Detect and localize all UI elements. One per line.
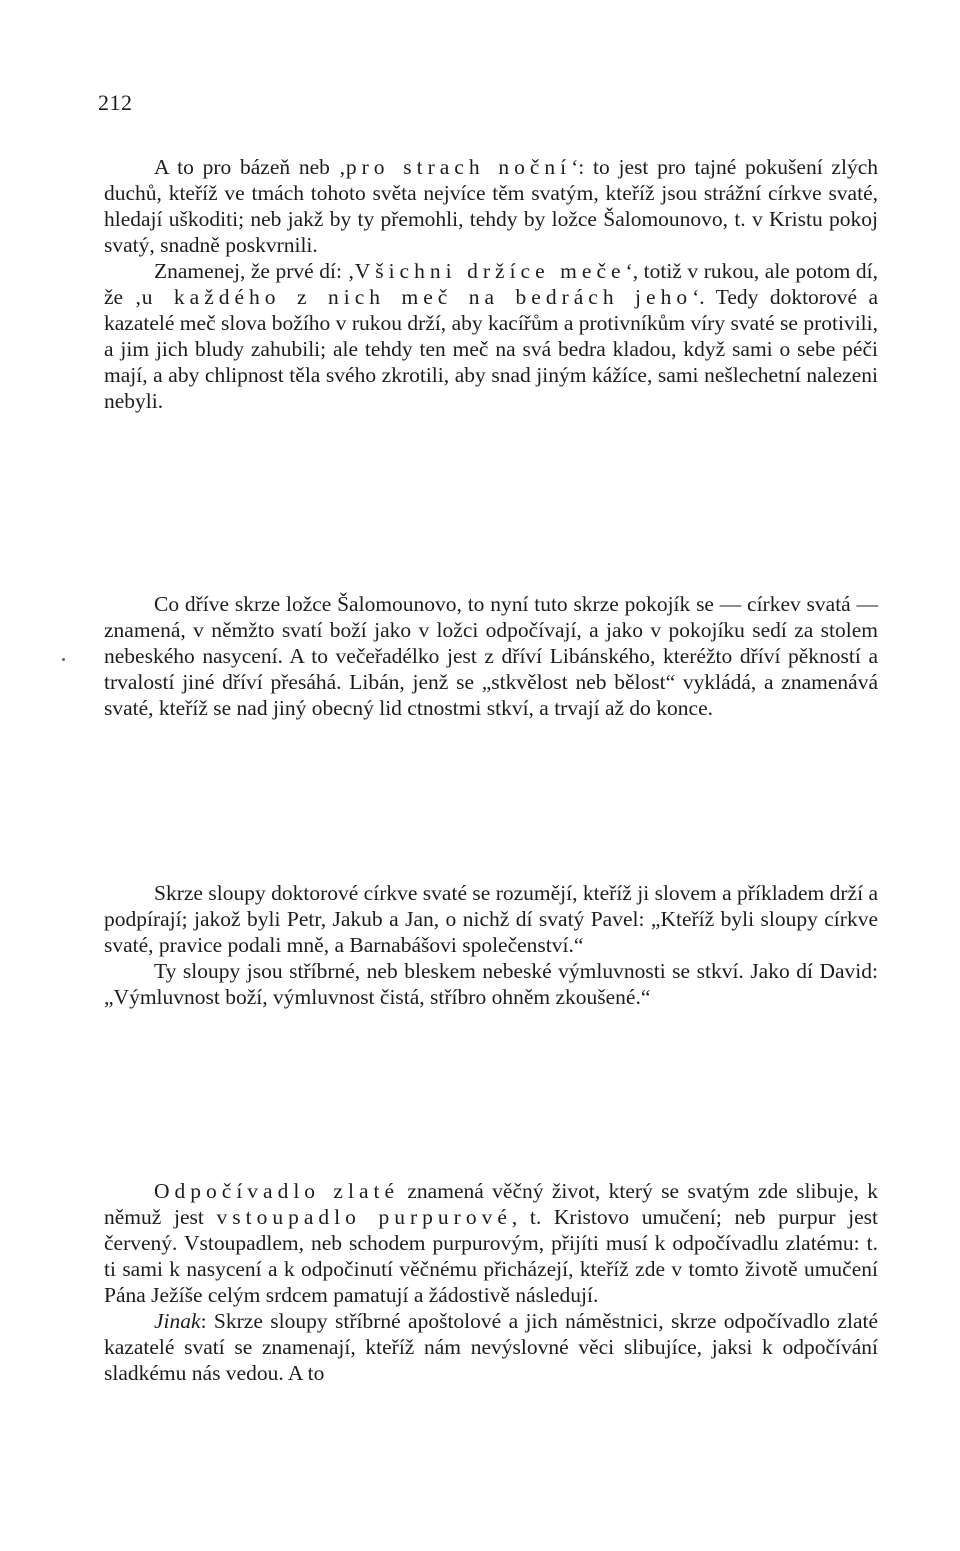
emphasized-text: u každého z nich meč na bedrách jeho <box>141 285 693 309</box>
paragraph <box>104 1178 878 1308</box>
text-run: Znamenej, že prvé dí: ‚ <box>154 259 355 283</box>
text-run: ‘. Tedy doktorové a kazatelé meč slova božího v rukou drží, aby kacířům a protivníkům víry svaté se protivili, a jim jich bludy zahubili; ale tehdy ten meč na svá bedra kladou, když sami o sebe péči mají, a aby chlipnost těla svého zkrotili, aby snad jiným kážíce, sami nešlechetní nalezeni nebyli. <box>104 285 879 413</box>
emphasized-text: Odpočívadlo zlaté <box>154 1179 400 1203</box>
paragraph <box>104 154 878 258</box>
print-speck <box>62 658 65 661</box>
text-run: ‘, totiž v rukou, ale potom dí, že ‚ <box>104 259 878 309</box>
text-run: Skrze sloupy doktorové církve svaté se rozumějí, kteříž ji slovem a příkladem drží a podpírají; jakož byli Petr, Jakub a Jan, o nichž dí svatý Pavel: „Kteříž byli sloupy církve svaté, pravice podali mně, a Barnabášovi společenství.“ <box>104 881 878 957</box>
text-run: Ty sloupy jsou stříbrné, neb bleskem nebeské výmluvnosti se stkví. Jako dí David: „Výmluvnost boží, výmluvnost čistá, stříbro ohněm zkoušené.“ <box>104 959 878 1009</box>
text-run: ‘: to jest pro tajné pokušení zlých duchů, kteříž ve tmách tohoto světa nejvíce těm svatým, kteříž jsou strážní církve svaté, hledají uškoditi; neb jakž by ty přemohli, tehdy by ložce Šalomounovo, t. v Kristu pokoj svatý, snadně poskvrnili. <box>104 155 878 257</box>
text-run: A to pro bázeň neb ‚ <box>154 155 346 179</box>
text-run: Co dříve skrze ložce Šalomounovo, to nyní tuto skrze pokojík se — církev svatá — znamená, v němžto svatí boží jako v ložci odpočívají, a jako v pokojíku sedí za stolem nebeského nasycení. A to večeřadélko jest z dříví Libánského, kteréžto dříví pěkností a trvalostí jiné dříví přesáhá. Libán, jenž se „stkvělost neb bělost“ vykládá, a znamenává svaté, kteříž se nad jiný obecný lid ctnostmi stkví, a trvají až do konce. <box>104 592 878 720</box>
paragraph <box>104 958 878 1010</box>
paragraph <box>104 591 878 721</box>
paragraph <box>104 258 878 414</box>
text-run: : Skrze sloupy stříbrné apoštolové a jich náměstnici, skrze odpočívadlo zlaté kazatelé svatí se znamenají, kteříž nám nevýslovné věci slibujíce, jaksi k odpočívání sladkému nás vedou. A to <box>104 1309 878 1385</box>
section-body <box>104 154 878 414</box>
emphasized-text: vstoupadlo purpurové <box>216 1205 512 1229</box>
page-number: 212 <box>98 90 133 115</box>
emphasized-text: Všichni držíce meče <box>354 259 626 283</box>
paragraph <box>104 880 878 958</box>
text-run: znamená věčný život, který se svatým zde slibuje, k němuž jest <box>104 1179 878 1229</box>
italic-text: Jinak <box>154 1309 201 1333</box>
text-run: , t. Kristovo umučení; neb purpur jest červený. Vstoupadlem, neb schodem purpurovým, přijíti musí k odpočívadlu zlatému: t. ti sami k nasycení a k odpočinutí věčnému přicházejí, kteříž zde v tomto životě umučení Pána Ježíše celým srdcem pamatují a žádostivě následují. <box>104 1205 878 1307</box>
paragraph <box>104 1308 878 1386</box>
section-body <box>104 880 878 1010</box>
section-body <box>104 591 878 721</box>
emphasized-text: pro strach noční <box>345 155 572 179</box>
section-body <box>104 1178 878 1386</box>
